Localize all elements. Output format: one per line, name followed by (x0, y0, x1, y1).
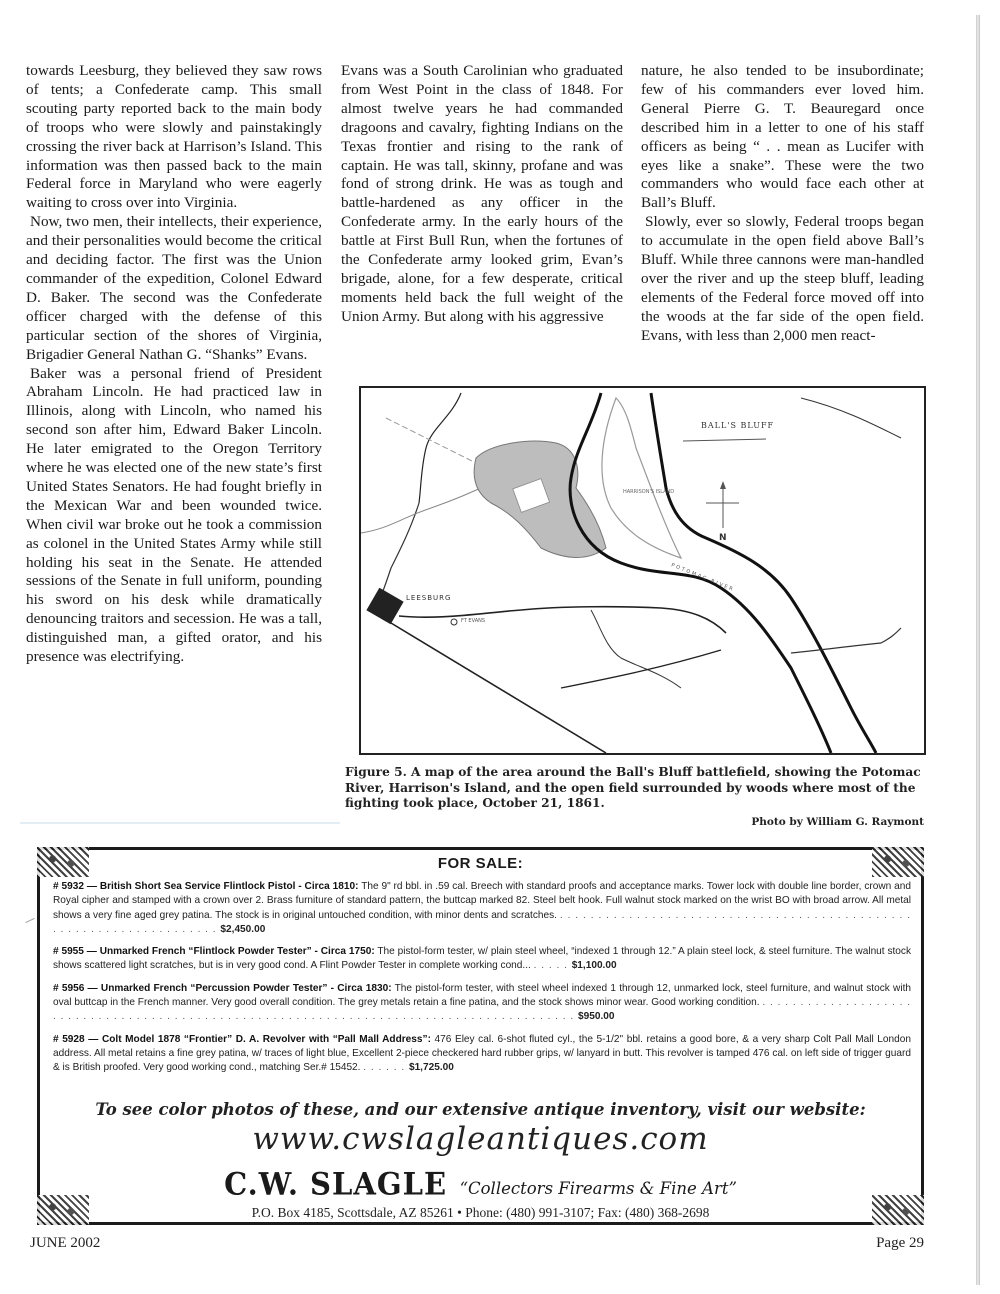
footer-date: JUNE 2002 (30, 1235, 101, 1251)
map-road (391, 623, 606, 753)
scale-bar (683, 439, 766, 441)
item-price: $950.00 (578, 1011, 615, 1023)
column-divider (20, 822, 340, 824)
leesburg-label: LEESBURG (406, 594, 452, 602)
website-link[interactable]: www.cwslagleantiques.com (252, 1121, 709, 1157)
ad-tagline: To see color photos of these, and our extensive antique inventory, visit our website: (95, 1100, 866, 1119)
balls-bluff-label: BALL'S BLUFF (701, 421, 775, 430)
map-drawing (361, 388, 924, 753)
leader-dots: . . . . . . . . . . . . . . . . . . . . . . . . . . . . . . . . . . . . . . . . . . . . . . . . . . . . . . . . . . . . . . . . . . . . (53, 909, 911, 935)
item-description: The 9" rd bbl. in .59 cal. Breech with standard proofs and acceptance marks. Tower lock with double line border, crown and Royal cipher and stamped with a crown over 2. Brass furniture of standard pattern, the buttcap marked 82. Steel belt hook. Full walnut stock marked on the wrist BO with broad arrow. All metal shows a very fine aged grey patina. The stock is in original untouched condition, with minor dents and scratches. (53, 881, 911, 921)
for-sale-advertisement (37, 847, 924, 1225)
north-arrow-head (720, 481, 726, 489)
article-paragraph: Slowly, ever so slowly, Federal troops began to accumulate in the open field above Ball’s Bluff. While three cannons were man-handled over the river and up the steep bluff, leading elements of the Federal force moved off into the woods at the far side of the open field. Evans, with less than 2,000 men react- (641, 213, 924, 344)
ad-item (53, 880, 911, 937)
item-price: $1,100.00 (571, 960, 617, 972)
item-number: # 5955 — (53, 946, 97, 958)
item-number: # 5928 — (53, 1033, 99, 1045)
brand-row (40, 1167, 921, 1201)
article-column-2 (341, 62, 623, 327)
brand-name: C.W. SLAGLE (224, 1166, 448, 1202)
map-road (561, 650, 721, 688)
article-column-3 (641, 62, 924, 346)
item-number: # 5932 — (53, 881, 97, 892)
battlefield-map (359, 386, 926, 755)
fort-evans-label: FT EVANS (461, 618, 486, 624)
article-paragraph: Now, two men, their intellects, their experience, and their personalities would become the critical and deciding factor. The first was the Union commander of the expedition, Colonel Edward D. Baker. The second was the Confederate officer charged with the defense of this particular section of the shores of Virginia, Brigadier General Nathan G. “Shanks” Evans. (26, 213, 322, 363)
item-number: # 5956 — (53, 982, 98, 994)
map-road (419, 393, 461, 503)
potomac-river-label: POTOMAC RIVER (670, 562, 736, 594)
item-description: 476 Eley cal. 6-shot fluted cyl., the 5-1/2" bbl. retains a good bore, & a very sharp Colt Pall Mall London address. All metal retains a fine grey patina, w/ traces of light blue, Excellent 2-piece checkered hard rubber grips, w/ lanyard in butt. This revolver is tamped 476 cal. on left side of trigger guard & is British proofed. Very good working cond., matching Ser.# 15452. (53, 1033, 911, 1074)
harrisons-island (602, 398, 681, 558)
map-stream (361, 483, 491, 533)
ad-item (53, 945, 911, 974)
article-paragraph: Baker was a personal friend of President Abraham Lincoln. He had practiced law in Illinois, along with Lincoln, who named his second son after him, Edward Baker Lincoln. He later emigrated to the Oregon Territory where he was elected one of the new state’s first United States Senators. He had fought briefly in the Mexican War and been wounded twice. When civil war broke out he took a commission as colonel in the United States Army while still holding his seat in the Senate. He attended sessions of the Senate in full uniform, pounding his sword on his desk while dramatically denouncing traitors and secession. He was a tall, distinguished man, a gifted orator, and his presence was electrifying. (26, 364, 322, 666)
north-arrow-label: N (719, 533, 727, 543)
article-paragraph: nature, he also tended to be insubordinate; few of his commanders ever loved him. General Pierre G. T. Beauregard once described him in a letter to one of his staff officers as being “ . . mean as Lucifer with eyes like a snake”. These were the two commanders who would face each other at Ball’s Bluff. (641, 62, 924, 212)
item-description: The pistol-form tester, w/ plain steel wheel, “indexed 1 through 12.” A plain steel lock, & steel furniture. The walnut stock shows scattered light scratches, but is in very good cond. A Flint Powder Tester in complete working cond... (53, 946, 911, 972)
scan-mark (25, 918, 34, 923)
leader-dots: . . . . . (533, 960, 572, 972)
fort-evans-marker (451, 619, 457, 625)
map-road (801, 398, 901, 438)
article-column-1 (26, 62, 322, 667)
map-road (399, 607, 726, 633)
item-heading: Unmarked French “Flintlock Powder Tester” - Circa 1750: (99, 946, 375, 958)
ad-item (53, 1033, 911, 1076)
map-road (591, 610, 681, 688)
photo-credit: Photo by William G. Raymont (751, 816, 924, 828)
item-price: $1,725.00 (408, 1062, 454, 1074)
leader-dots: . . . . . . (363, 1062, 409, 1074)
map-road (791, 628, 901, 653)
item-heading: Colt Model 1878 “Frontier” D. A. Revolver with “Pall Mall Address”: (101, 1033, 431, 1045)
article-paragraph: Evans was a South Carolinian who graduated from West Point in the class of 1848. For almost twelve years he had commanded dragoons and cavalry, fighting Indians on the Texas frontier and rising to the rank of captain. He was tall, skinny, profane and was fond of strong drink. He was as tough and battle-hardened as any officer in the Confederate army. In the early hours of the battle at First Bull Run, when the fortunes of the Confederate army looked grim, Evan’s brigade, alone, for a few desperate, critical moments held back the full weight of the Union Army. But along with his aggressive (341, 62, 623, 325)
ad-item (53, 982, 911, 1025)
item-heading: British Short Sea Service Flintlock Pistol - Circa 1810: (99, 881, 359, 892)
article-paragraph: towards Leesburg, they believed they saw rows of tents; a Confederate camp. This small scouting party reported back to the main body of troops who were slowly and painstakingly crossing the river back at Harrison’s Island. This information was then passed back to the main Federal force in Maryland who were eagerly waiting to cross over into Virginia. (26, 62, 322, 212)
page-number: Page 29 (876, 1235, 924, 1251)
ad-title: FOR SALE: (437, 855, 524, 872)
figure-caption: Figure 5. A map of the area around the Ball's Bluff battlefield, showing the Potomac River, Harrison's Island, and the open field surrounded by woods where most of the fighting took place, October 21, 1861. (345, 765, 921, 811)
leesburg-town-marker (366, 588, 403, 625)
leader-dots: . . . . . . . . . . . . . . . . . . . . . . . . . . . . . . . . . . . . . . . . . . . . . . . . . . . . . . . . . . . . . . . . . . . . . . . . . . . . . . . . . . . . . . . . . (53, 997, 911, 1023)
item-description: The pistol-form tester, with steel wheel indexed 1 through 12, unmarked lock, steel furniture, and walnut stock with oval buttcap in the French manner. Very good overall condition. The grey metals retain a fine patina, and the stock shows minor wear. Good working condition. (53, 982, 911, 1009)
item-heading: Unmarked French “Percussion Powder Tester” - Circa 1830: (100, 982, 392, 994)
brand-motto: “Collectors Firearms & Fine Art” (459, 1179, 737, 1198)
item-price: $2,450.00 (220, 923, 266, 935)
ad-item-list (53, 880, 911, 1084)
contact-address: P.O. Box 4185, Scottsdale, AZ 85261 • Phone: (480) 991-3107; Fax: (480) 368-2698 (251, 1205, 710, 1220)
scan-page-edge (976, 15, 980, 1285)
map-trail (386, 418, 476, 463)
harrisons-island-label: HARRISON'S ISLAND (623, 489, 675, 495)
